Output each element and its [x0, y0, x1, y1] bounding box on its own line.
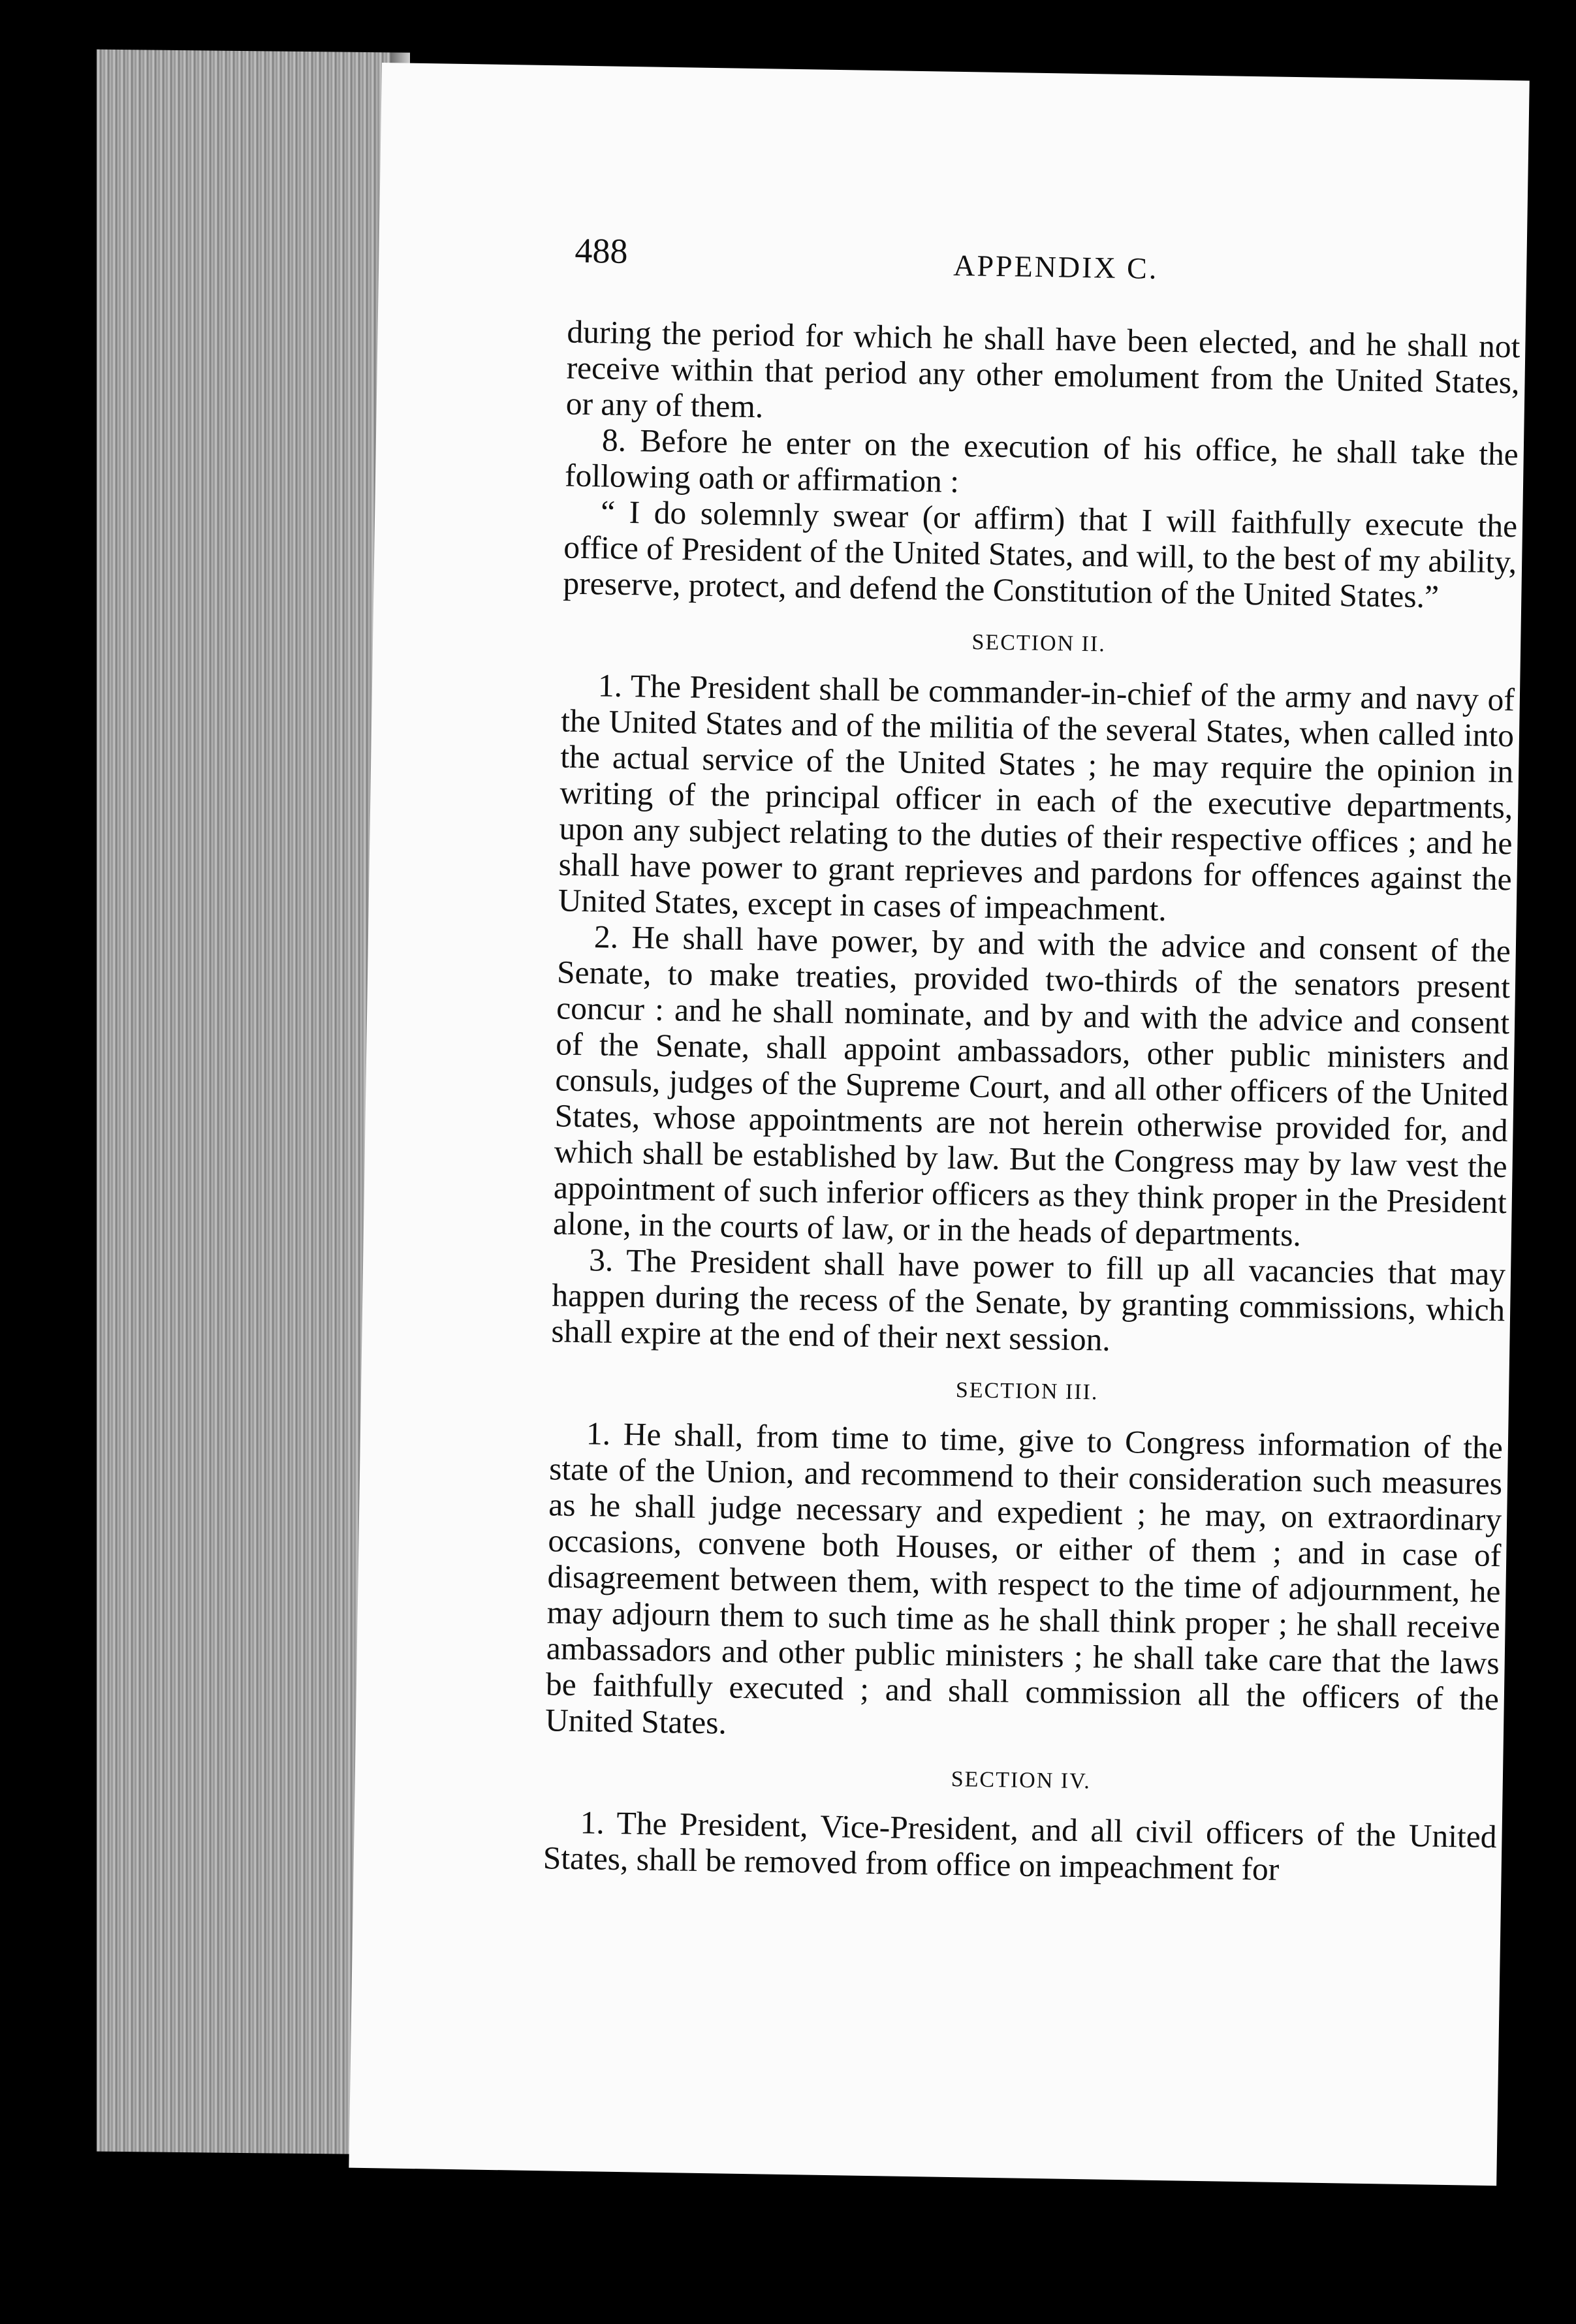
section-heading-iii: SECTION III.: [955, 1378, 1099, 1405]
paragraph-s2-clause-2: 2. He shall have power, by and with the advice and consent of the Senate, to make treaties, provided two-thirds of the senators present concur : and he shall nominate, and by and with the advice and consent of the Senate, shall appoint ambassadors, other public ministers and consuls, judges of the Supreme Court, and all other officers of the United States, whose appointments are not herein otherwise provided for, and which shall be established by law. But the Congress may by law vest the appointment of such inferior officers as they think proper in the President alone, in the courts of law, or in the heads of departments.: [552, 919, 1511, 1253]
paragraph-s4-clause-1: 1. The President, Vice-President, and all civil officers of the United States, shall be removed from office on impeachment for: [543, 1804, 1497, 1887]
section-heading-ii: SECTION II.: [971, 630, 1107, 657]
section-heading-iv: SECTION IV.: [951, 1767, 1092, 1794]
paragraph-s2-clause-3: 3. The President shall have power to fill up all vacancies that may happen during the recess of the Senate, by granting commissions, which shall expire at the end of their next session.: [551, 1242, 1506, 1358]
paragraph-oath: “ I do solemnly swear (or affirm) that I will faithfully execute the office of President of the United States, and will, to the best of my ability, preserve, protect, and defend the Constitution of the United States.”: [563, 494, 1518, 615]
running-head: APPENDIX C.: [953, 248, 1159, 285]
page-header: [575, 230, 1463, 290]
paragraph-clause-8: 8. Before he enter on the execution of his office, he shall take the following oath or affirmation :: [564, 422, 1519, 499]
page-number: 488: [575, 230, 628, 271]
book-page: [349, 63, 1529, 2186]
paragraph-continuation: during the period for which he shall have been elected, and he shall not receive within that period any other emolument from the United States, or any of them.: [565, 313, 1521, 425]
paragraph-s3-clause-1: 1. He shall, from time to time, give to Congress information of the state of the Union, and recommend to their consideration such measures as he shall judge necessary and expedient ; he may, on extraordinary occasions, convene both Houses, or either of them ; and in case of disagreement between them, with respect to the time of adjournment, he may adjourn them to such time as he shall think proper ; he shall receive ambassadors and other public ministers ; he shall take care that the laws be faithfully executed ; and shall commission all the officers of the United States.: [544, 1415, 1504, 1741]
body-text: [543, 314, 1520, 1891]
book-page-edges: [97, 50, 390, 2155]
paragraph-s2-clause-1: 1. The President shall be commander-in-chief of the army and navy of the United States and of the militia of the several States, when called into the actual service of the United States ; he may require the opinion in writing of the principal officer in each of the executive departments, upon any subject relating to the duties of their respective offices ; and he shall have power to grant reprieves and pardons for offences against the United States, except in cases of impeachment.: [558, 667, 1515, 928]
